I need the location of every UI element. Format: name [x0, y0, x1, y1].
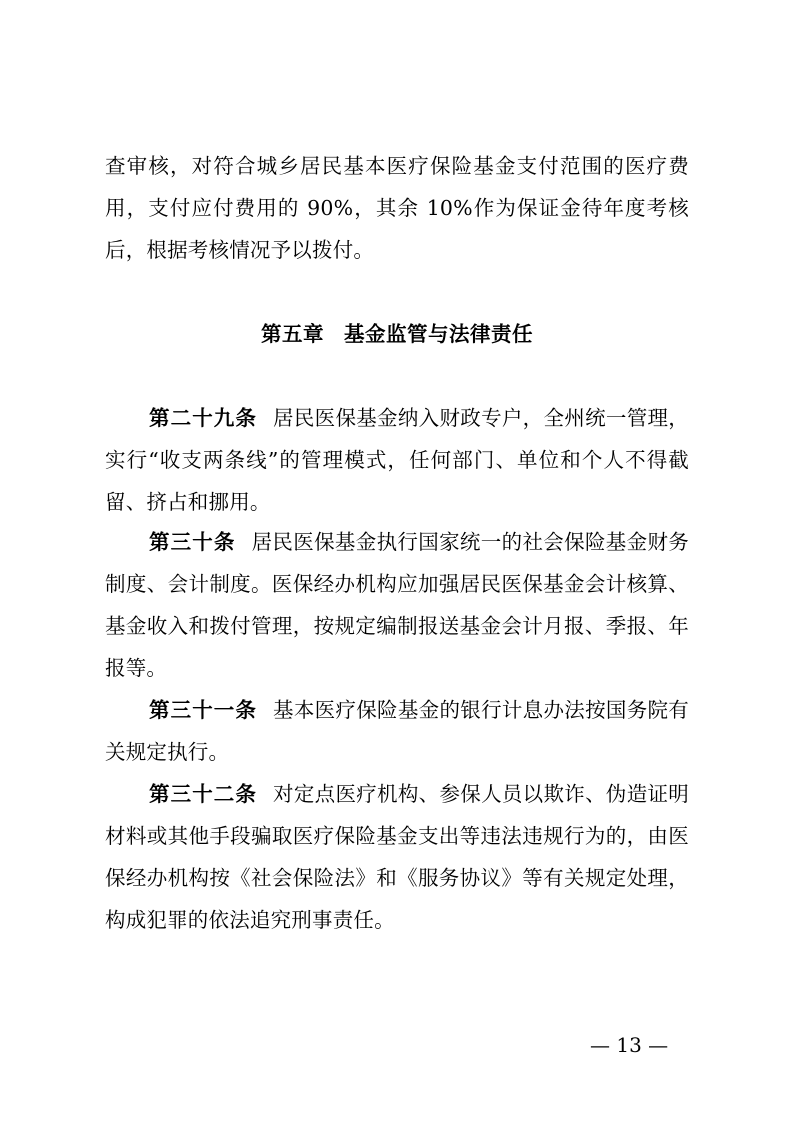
continuation-paragraph: 查审核，对符合城乡居民基本医疗保险基金支付范围的医疗费用，支付应付费用的 90%，其余 10%作为保证金待年度考核后，根据考核情况予以拨付。 [105, 154, 689, 262]
article-29 [105, 397, 689, 523]
article-label: 第三十一条 [149, 698, 258, 722]
article-text: 对定点医疗机构、参保人员以欺诈、伪造证明材料或其他手段骗取医疗保险基金支出等违法违规行为的，由医保经办机构按《社会保险法》和《服务协议》等有关规定处理，构成犯罪的依法追究刑事责任。 [105, 782, 690, 932]
article-label: 第三十二条 [149, 782, 258, 806]
article-text: 基本医疗保险基金的银行计息办法按国务院有关规定执行。 [105, 698, 690, 764]
article-label: 第二十九条 [149, 406, 258, 430]
article-30 [105, 521, 689, 689]
article-label: 第三十条 [149, 530, 236, 554]
chapter-title: 基金监管与法律责任 [344, 322, 533, 346]
page-number: — 13 — [590, 1033, 669, 1057]
chapter-heading [105, 313, 689, 355]
chapter-number: 第五章 [261, 322, 324, 346]
article-text: 居民医保基金执行国家统一的社会保险基金财务制度、会计制度。医保经办机构应加强居民医保基金会计核算、基金收入和拨付管理，按规定编制报送基金会计月报、季报、年报等。 [105, 530, 690, 680]
article-31 [105, 689, 689, 773]
article-text: 居民医保基金纳入财政专户，全州统一管理，实行“收支两条线”的管理模式，任何部门、单位和个人不得截留、挤占和挪用。 [105, 406, 690, 514]
article-32 [105, 773, 689, 941]
